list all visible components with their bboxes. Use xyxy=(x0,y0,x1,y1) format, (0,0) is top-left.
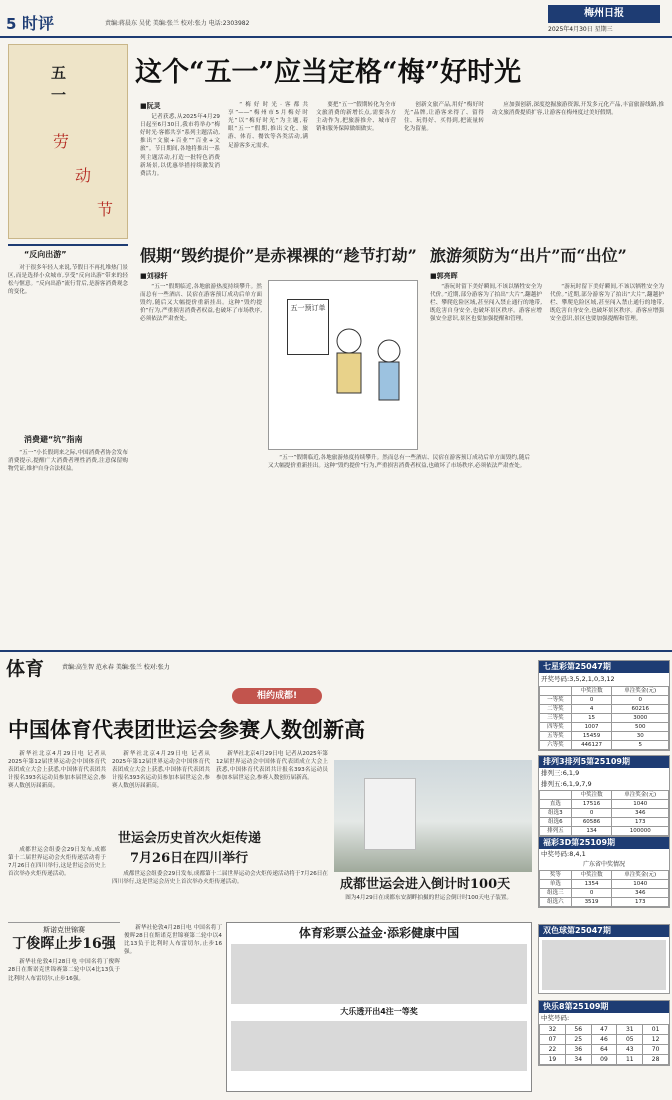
article-text: “五一”假期临近,各地旅游热度持续攀升。然而总有一些酒店、民宿在游客预订成功后单方面毁约,随后又大幅提价重新挂出。这种“毁约提价”行为,严重损害消费者权益,也破坏了市场秩序,必须依法严肃查处。 xyxy=(140,284,262,323)
article-text: “游玩时留下美好瞬间,不该以牺牲安全为代价。”近期,部分游客为了拍出“大片”,翻越护栏、攀爬危险区域,甚至闯入禁止通行的地带,既危害自身安全,也破坏景区秩序。游客应增强安全意识,景区也要加强提醒和管理。 xyxy=(550,284,664,323)
article-title: 旅游须防为“出片”而“出位” xyxy=(430,246,627,265)
event-pill: 相约成都! xyxy=(232,688,322,704)
fucai-subtitle: 广东省中奖情况 xyxy=(582,860,625,868)
article-text: “游玩时留下美好瞬间,不该以牺牲安全为代价。”近期,部分游客为了拍出“大片”,翻越护栏、攀爬危险区域,甚至闯入禁止通行的地带,既危害自身安全,也破坏景区秩序。游客应增强安全意识,景区也要加强提醒和管理。 xyxy=(430,284,542,323)
side-text: “五一”小长假到来之际,中国消费者协会发布消费提示,提醒广大消费者理性消费,注意保留购物凭证,维护自身合法权益。 xyxy=(8,449,128,472)
fucai-box xyxy=(538,836,670,908)
lead-column: “梅好时光·客都共享”——“梅州市5月梅好时光”以“梅好时光”为主题,着眼“五一”假期,推出文化、旅游、体育、餐饮等各类活动,满足游客多元需求。 xyxy=(228,102,308,149)
torch-title: 世运会历史首次火炬传递 xyxy=(118,831,262,846)
section-title: 时评 xyxy=(22,14,55,33)
sports-credits: 责编:高生智 范永春 美编:张兰 校对:张力 xyxy=(62,664,170,671)
sports-text: 成都世运会组委会29日发布,成都第十二届世界运动会火炬传递活动将于7月26日在四川举行,这是世运会历史上首次举办火炬传递活动。 xyxy=(8,847,106,878)
editor-credits: 责编:蒋晨东 吴优 美编:张兰 校对:张力 电话:2303982 xyxy=(105,20,250,27)
photo-caption: 图为4月29日在成都东安湖畔拍摄的世运会倒计时100天电子装置。 xyxy=(345,895,512,901)
lead-column: 应加强创新,深度挖掘旅游资源,开发多元化产品,丰富旅游线路,推动文旅消费提质扩容,让游客在梅州度过美好假期。 xyxy=(492,102,664,117)
fucai-title: 福彩3D第25109期 xyxy=(539,837,669,849)
pailie5-numbers: 排列五:6,1,9,7,9 xyxy=(541,779,592,788)
lead-column: 要把“五一”假期转化为全市文旅消费的新增长点,需要各方主动作为,把旅游推介、城市营销和服务保障做细做实。 xyxy=(316,102,396,133)
sports-text: 新华社北京4月29日电 记者从2025年第12届世界运动会中国体育代表团成立大会上获悉,中国体育代表团共计报名393名运动员参加本届世运会,参赛人数创历届新高。 xyxy=(216,751,328,782)
banner-char: 动 xyxy=(75,166,92,185)
article-byline: ■郭亮晖 xyxy=(430,272,458,280)
side-column xyxy=(8,244,128,644)
dlt-table xyxy=(542,940,666,990)
cartoon-figures xyxy=(329,321,409,441)
banner-char: 节 xyxy=(97,200,114,219)
pailie-title: 排列3排列5第25109期 xyxy=(539,756,669,768)
countdown-device xyxy=(364,778,416,850)
holiday-banner xyxy=(8,44,128,239)
lead-headline: 这个“五一”应当定格“梅”好时光 xyxy=(135,57,522,88)
lottery-title: 体育彩票公益金·添彩健康中国 xyxy=(298,926,460,940)
cartoon-sign: 五一预订单 xyxy=(287,299,329,355)
side-text: 对于很多年轻人来说,节假日不再扎堆热门景区,而是选择小众城市,享受“反向出游”带来的轻松与惬意。“反向出游”流行背后,是游客消费观念的变化。 xyxy=(8,264,128,296)
fucai-numbers: 中奖号码:8,4,1 xyxy=(541,850,586,858)
dlt-title: 双色球第25047期 xyxy=(539,925,669,937)
lead-column: 创新文旅产品,用好“梅好时光”品牌,让游客来得了、留得住、玩得好、买得到,把流量转化为留量。 xyxy=(404,102,484,133)
lottery-table xyxy=(231,1021,527,1071)
cartoon xyxy=(268,280,418,450)
lottery-panel xyxy=(226,922,532,1092)
lead-byline: ■阮灵 xyxy=(140,102,161,110)
side-title: 消费避“坑”指南 xyxy=(24,434,83,444)
pailie-table: 中奖注数 单注奖金(元) 直选 17516 1040 组选3 0 346 组选6 60586 173 排列五 134 100000 xyxy=(539,790,669,836)
lottery-table xyxy=(231,944,527,1004)
sports-text: 新华社伦敦4月28日电 中国名将丁俊晖28日在斯诺克世锦赛第二轮中以4比13负于比利时人布雷切尔,止步16强。 xyxy=(124,925,222,956)
article-title: 假期“毁约提价”是赤裸裸的“趁节打劫” xyxy=(140,246,417,265)
sports-text: 新华社北京4月29日电 记者从2025年第12届世界运动会中国体育代表团成立大会上获悉,中国体育代表团共计报名393名运动员参加本届世运会,参赛人数创历届新高。 xyxy=(8,751,106,790)
fucai-table: 奖等 中奖注数 单注奖金(元) 单选 1354 1040 组选三 0 346 组选六 3519 173 xyxy=(539,870,669,907)
kl8-grid: 32 56 47 31 01 07 25 46 05 12 22 36 64 43 70 19 34 09 11 28 xyxy=(539,1024,669,1065)
sports-section-title: 体育 xyxy=(6,658,45,680)
banner-char: 五 xyxy=(51,64,67,82)
sports-headline: 中国体育代表团世运会参赛人数创新高 xyxy=(8,717,365,742)
snooker-box xyxy=(8,922,120,1092)
kl8-box xyxy=(538,1000,670,1066)
countdown-title: 成都世运会进入倒计时100天 xyxy=(340,877,511,892)
qixing-box xyxy=(538,660,670,751)
kl8-title: 快乐8第25109期 xyxy=(539,1001,669,1013)
qixing-numbers: 开奖号码:3,5,2,1,0,3,12 xyxy=(541,675,615,683)
banner-char: 一 xyxy=(51,86,67,104)
qixing-table: 中奖注数 单注奖金(元) 一等奖 0 0 二等奖 4 60216 三等奖 15 3000 四等奖 1007 500 五等奖 15459 30 六等奖 446127 5 xyxy=(539,686,669,750)
page-header xyxy=(0,0,672,38)
kl8-label: 中奖号码: xyxy=(541,1014,570,1022)
article-byline: ■刘禄轩 xyxy=(140,272,168,280)
section-divider xyxy=(0,650,672,652)
pailie3-numbers: 排列三:6,1,9 xyxy=(541,769,580,777)
snooker-title: 丁俊晖止步16强 xyxy=(12,936,116,953)
pailie-box xyxy=(538,755,670,837)
sports-text: 新华社北京4月29日电 记者从2025年第12届世界运动会中国体育代表团成立大会上获悉,中国体育代表团共计报名393名运动员参加本届世运会,参赛人数创历届新高。 xyxy=(112,751,210,790)
page-number: 5 xyxy=(6,15,17,33)
banner-char: 劳 xyxy=(53,132,70,151)
snooker-text: 新华社伦敦4月28日电 中国名将丁俊晖28日在斯诺克世锦赛第二轮中以4比13负于比利时人布雷切尔,止步16强。 xyxy=(8,959,120,982)
qixing-title: 七星彩第25047期 xyxy=(539,661,669,673)
sports-text: 成都世运会组委会29日发布,成都第十二届世界运动会火炬传递活动将于7月26日在四川举行,这是世运会历史上首次举办火炬传递活动。 xyxy=(112,871,328,886)
lead-column: 记者获悉,从2025年4月29日起至6月30日,我市将举办“梅好时光·客都共享”系列主题活动,推出“文旅+百业”“百业+文旅”。节日期间,各地将推出一系列主题活动,打造一批特色消费新场景,以优惠举措持续激发消费活力。 xyxy=(140,114,220,177)
issue-date: 2025年4月30日 星期三 xyxy=(548,26,613,33)
article-text: “五一”假期临近,各地旅游热度持续攀升。然而总有一些酒店、民宿在游客预订成功后单方面毁约,随后又大幅提价重新挂出。这种“毁约提价”行为,严重损害消费者权益,也破坏了市场秩序,必须依法严肃查处。 xyxy=(268,455,530,470)
countdown-photo xyxy=(334,760,532,872)
masthead-logo: 梅州日报 xyxy=(548,5,660,23)
side-title: “反向出游” xyxy=(24,250,67,259)
dlt-box xyxy=(538,924,670,994)
snooker-kicker: 斯诺克世锦赛 xyxy=(43,926,85,934)
torch-subtitle: 7月26日在四川举行 xyxy=(130,851,249,866)
lottery-notice: 大乐透开出4注一等奖 xyxy=(340,1007,418,1017)
